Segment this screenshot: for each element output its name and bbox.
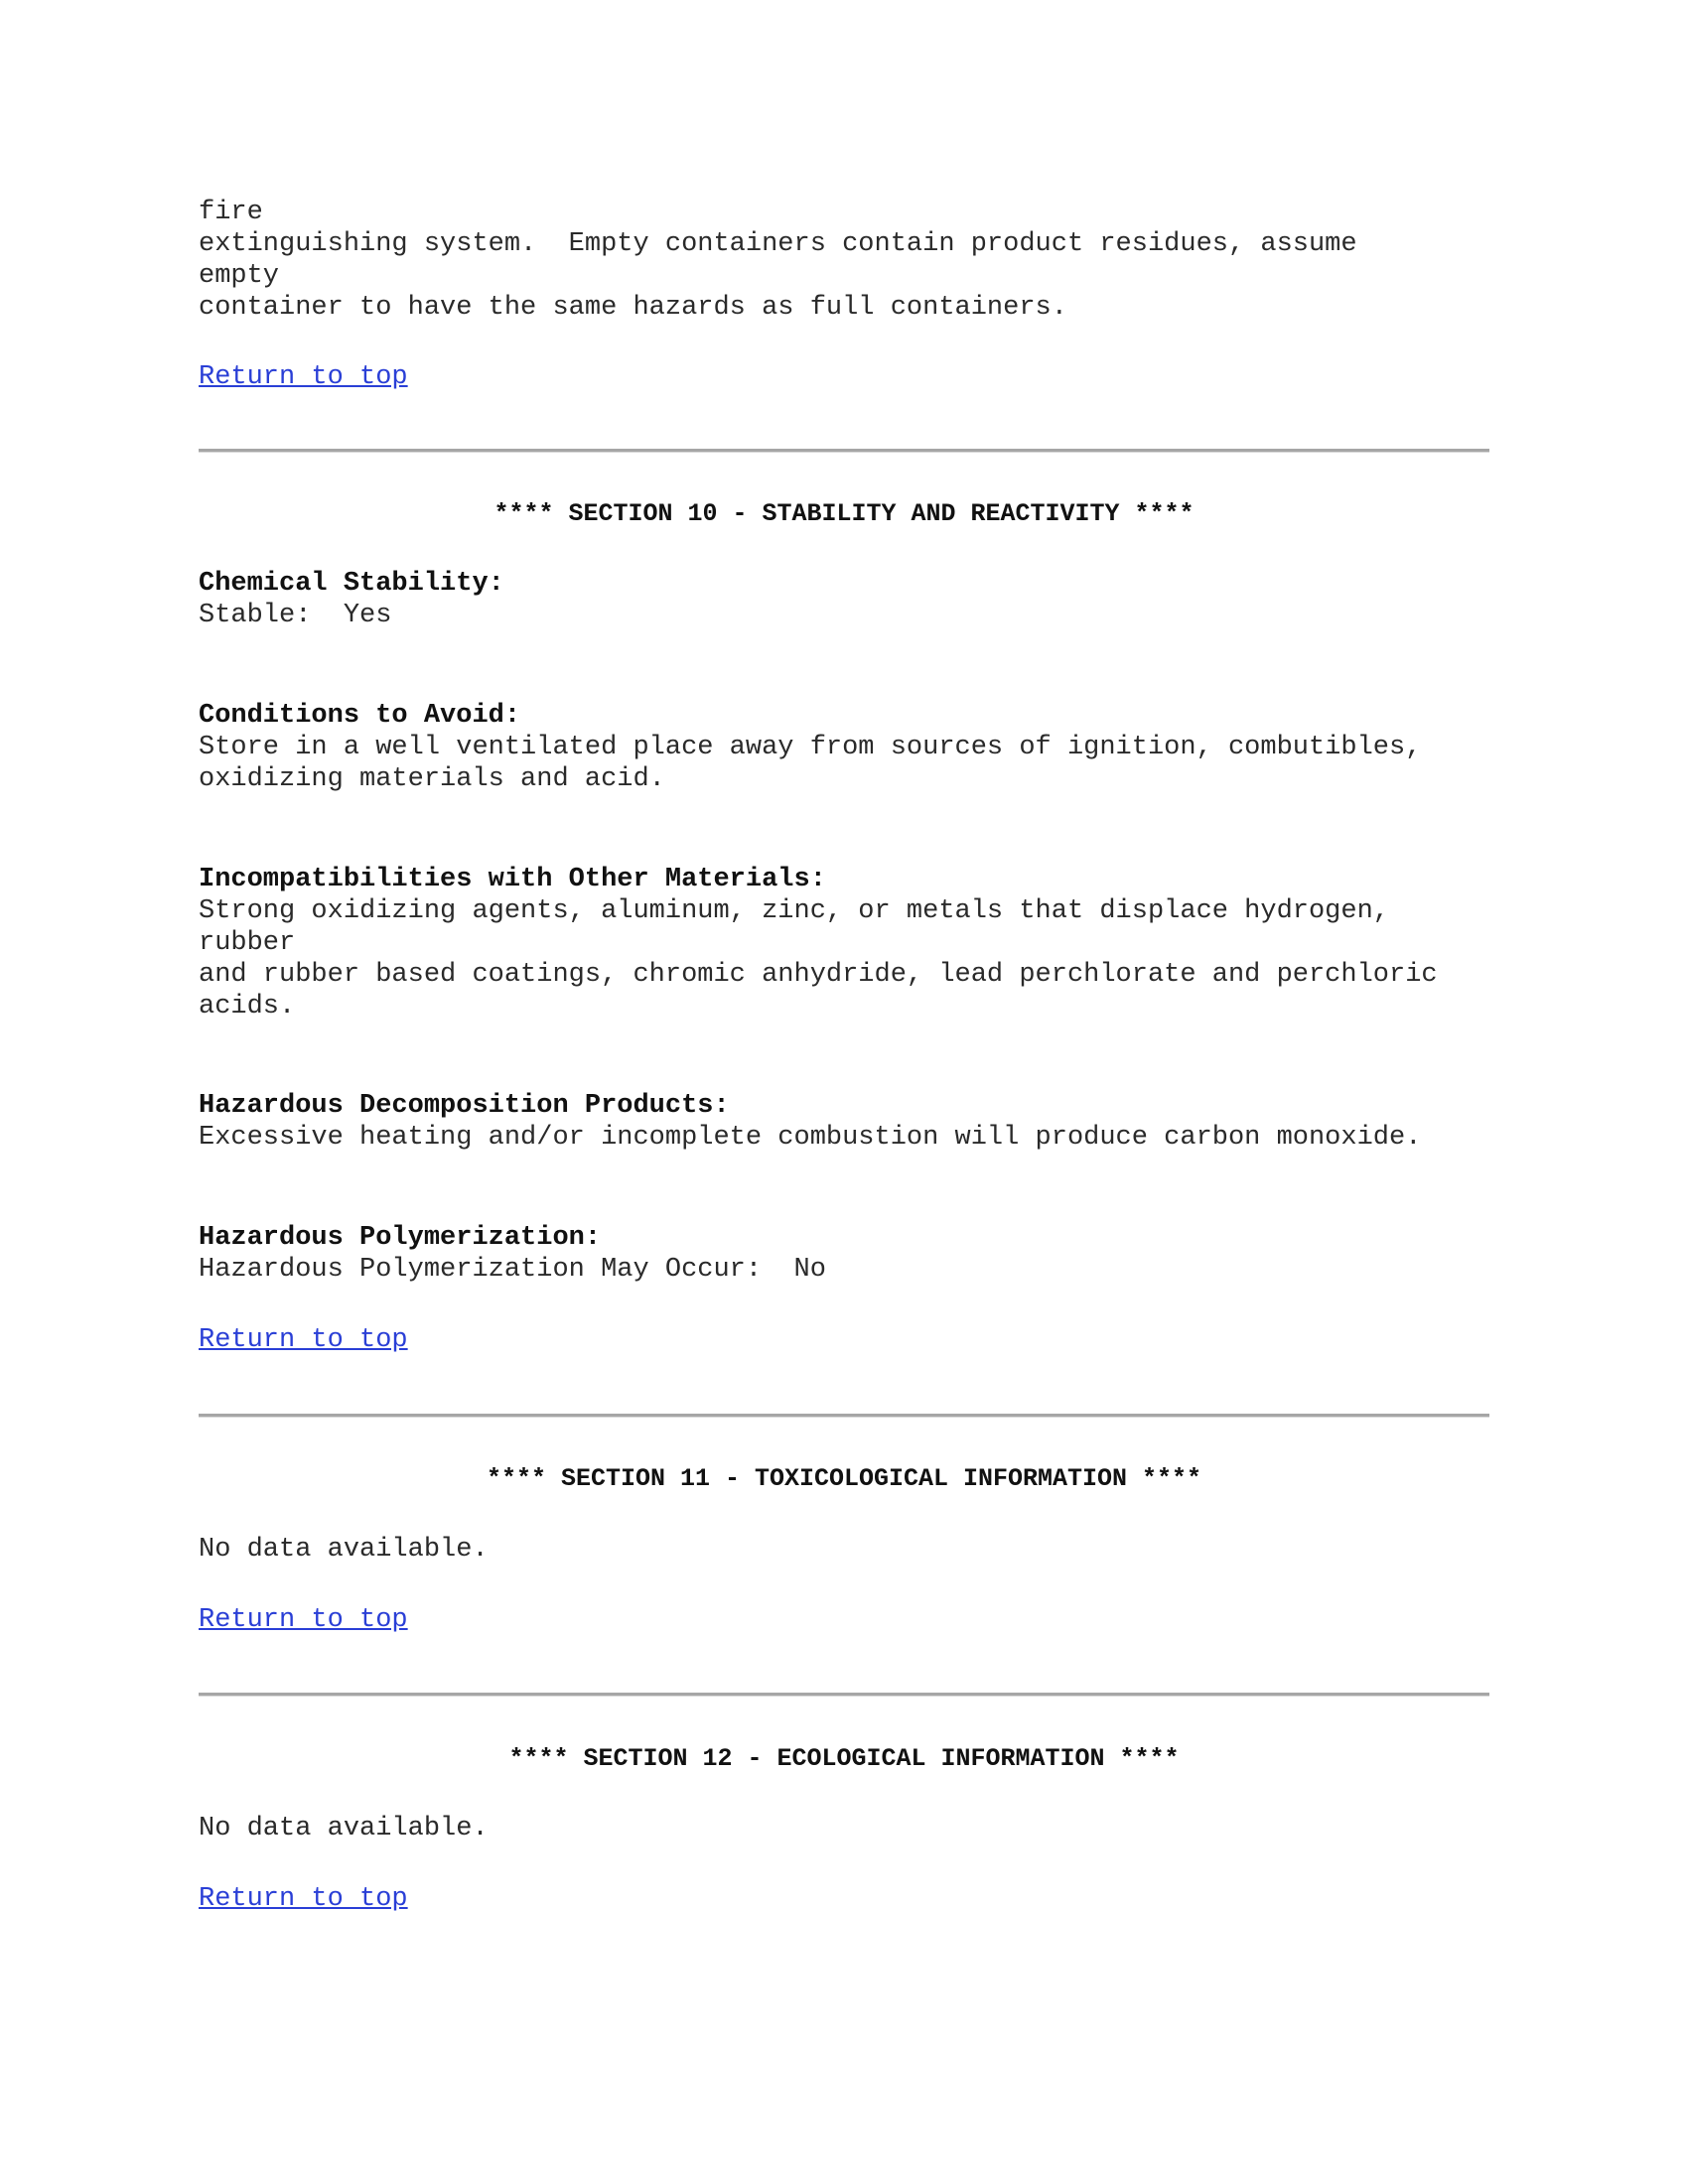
section-12-body: No data available. (199, 1814, 489, 1843)
incompatibilities-line-1: Strong oxidizing agents, aluminum, zinc, or metals that displace hydrogen, (199, 896, 1389, 926)
section-11-body: No data available. (199, 1535, 489, 1565)
return-to-top-link[interactable]: Return to top (199, 362, 408, 392)
section-12-title: **** SECTION 12 - ECOLOGICAL INFORMATION **** (508, 1744, 1180, 1773)
section-divider (199, 449, 1489, 453)
return-to-top-link[interactable]: Return to top (199, 1605, 408, 1635)
polymerization-heading: Hazardous Polymerization: (199, 1223, 602, 1253)
incompatibilities-line-3: and rubber based coatings, chromic anhydride, lead perchlorate and perchloric (199, 960, 1438, 990)
decomposition-heading: Hazardous Decomposition Products: (199, 1091, 730, 1121)
continuation-line-2: extinguishing system. Empty containers contain product residues, assume (199, 229, 1357, 259)
conditions-to-avoid-line-1: Store in a well ventilated place away from sources of ignition, combutibles, (199, 733, 1422, 762)
chemical-stability-heading: Chemical Stability: (199, 569, 504, 599)
return-to-top-link[interactable]: Return to top (199, 1884, 408, 1914)
document-page (199, 0, 1489, 2184)
section-10-title: **** SECTION 10 - STABILITY AND REACTIVITY **** (493, 499, 1195, 528)
incompatibilities-line-4: acids. (199, 992, 296, 1022)
return-to-top-link[interactable]: Return to top (199, 1325, 408, 1355)
continuation-line-4: container to have the same hazards as full containers. (199, 293, 1067, 323)
incompatibilities-line-2: rubber (199, 928, 296, 958)
chemical-stability-value: Stable: Yes (199, 601, 392, 630)
continuation-line-1: fire (199, 198, 263, 227)
section-11-title: **** SECTION 11 - TOXICOLOGICAL INFORMATION **** (486, 1464, 1202, 1493)
continuation-line-3: empty (199, 261, 280, 291)
conditions-to-avoid-heading: Conditions to Avoid: (199, 701, 521, 731)
polymerization-line-1: Hazardous Polymerization May Occur: No (199, 1255, 826, 1285)
section-divider (199, 1693, 1489, 1697)
section-divider (199, 1414, 1489, 1418)
decomposition-line-1: Excessive heating and/or incomplete combustion will produce carbon monoxide. (199, 1123, 1422, 1153)
conditions-to-avoid-line-2: oxidizing materials and acid. (199, 764, 665, 794)
incompatibilities-heading: Incompatibilities with Other Materials: (199, 865, 826, 894)
